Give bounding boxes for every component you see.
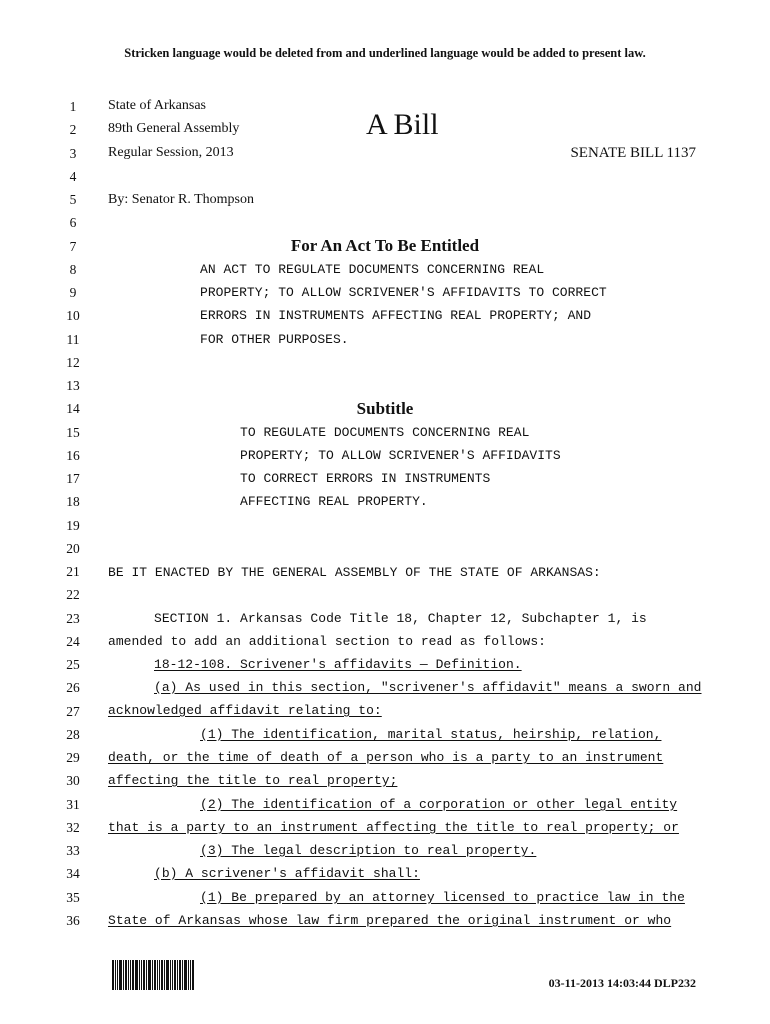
subtitle-heading: Subtitle: [356, 399, 414, 418]
session: Regular Session, 2013: [108, 145, 234, 160]
body-line: amended to add an additional section to read as follows:: [108, 634, 546, 649]
amendment-notice: Stricken language would be deleted from and underlined language would be added to present law.: [124, 46, 646, 60]
line-number: 12: [66, 354, 80, 370]
title-line: AN ACT TO REGULATE DOCUMENTS CONCERNING REAL: [200, 262, 545, 277]
line-number: 16: [66, 447, 80, 463]
line-number: 7: [69, 238, 77, 254]
line-number: 32: [66, 819, 80, 835]
line-number: 5: [69, 192, 77, 207]
line-number: 11: [66, 331, 80, 347]
subtitle-line: PROPERTY; TO ALLOW SCRIVENER'S AFFIDAVITS: [240, 448, 561, 463]
line-number: 18: [66, 494, 80, 510]
line-number: 35: [66, 889, 80, 905]
line-number: 27: [66, 703, 80, 719]
line-number: 13: [66, 378, 80, 393]
line-number: 30: [66, 773, 80, 789]
title-heading: For An Act To Be Entitled: [290, 236, 480, 255]
section-heading-line: SECTION 1. Arkansas Code Title 18, Chapter 12, Subchapter 1, is: [154, 611, 647, 626]
line-number: 28: [66, 726, 80, 742]
inserted-line: (a) As used in this section, "scrivener's affidavit" means a sworn and: [154, 680, 702, 695]
general-assembly: 89th General Assembly: [108, 121, 240, 136]
inserted-line: affecting the title to real property;: [108, 773, 398, 788]
line-number: 20: [66, 540, 80, 556]
line-number: 2: [69, 122, 77, 138]
inserted-line: that is a party to an instrument affecting the title to real property; or: [108, 820, 679, 835]
line-number: 9: [69, 285, 77, 300]
inserted-line: (1) Be prepared by an attorney licensed to practice law in the: [200, 890, 685, 905]
code-section-title: 18-12-108. Scrivener's affidavits — Definition.: [154, 657, 522, 672]
line-number: 26: [66, 680, 80, 696]
title-line: ERRORS IN INSTRUMENTS AFFECTING REAL PROPERTY; AND: [200, 308, 592, 323]
line-number: 3: [69, 145, 77, 161]
line-number: 10: [66, 308, 80, 324]
line-number: 8: [69, 261, 77, 277]
line-number: 15: [66, 424, 80, 440]
inserted-line: (3) The legal description to real property.: [200, 843, 537, 858]
inserted-line: (1) The identification, marital status, heirship, relation,: [200, 727, 662, 742]
enacting-clause: BE IT ENACTED BY THE GENERAL ASSEMBLY OF THE STATE OF ARKANSAS:: [108, 565, 601, 580]
line-number: 23: [66, 610, 80, 626]
state-name: State of Arkansas: [108, 98, 206, 113]
subtitle-line: TO CORRECT ERRORS IN INSTRUMENTS: [240, 471, 491, 486]
line-number: 24: [66, 633, 80, 649]
line-number: 36: [66, 912, 80, 928]
line-number: 17: [66, 471, 80, 486]
bill-number: SENATE BILL 1137: [570, 145, 696, 161]
inserted-line: acknowledged affidavit relating to:: [108, 703, 382, 718]
line-number: 14: [66, 401, 80, 417]
line-number: 4: [69, 168, 77, 184]
title-line: PROPERTY; TO ALLOW SCRIVENER'S AFFIDAVITS TO CORRECT: [200, 285, 607, 300]
title-line: FOR OTHER PURPOSES.: [200, 332, 349, 347]
sponsor: By: Senator R. Thompson: [108, 192, 254, 207]
line-number: 21: [66, 564, 80, 579]
inserted-line: State of Arkansas whose law firm prepared the original instrument or who: [108, 913, 672, 928]
barcode-icon: [112, 960, 204, 990]
inserted-line: (b) A scrivener's affidavit shall:: [154, 866, 420, 881]
line-number: 34: [66, 866, 80, 882]
subtitle-line: TO REGULATE DOCUMENTS CONCERNING REAL: [240, 425, 530, 440]
line-number: 6: [69, 215, 77, 231]
line-number: 29: [66, 750, 80, 765]
line-number: 19: [66, 517, 80, 533]
line-number: 33: [66, 843, 80, 858]
document-stamp: 03-11-2013 14:03:44 DLP232: [548, 976, 696, 990]
line-number: 22: [66, 587, 80, 603]
subtitle-line: AFFECTING REAL PROPERTY.: [240, 494, 428, 509]
line-number: 25: [66, 657, 80, 672]
line-number: 1: [69, 99, 77, 114]
inserted-line: death, or the time of death of a person who is a party to an instrument: [108, 750, 664, 765]
bill-type-heading: A Bill: [366, 108, 439, 141]
line-number: 31: [66, 796, 80, 812]
inserted-line: (2) The identification of a corporation or other legal entity: [200, 797, 678, 812]
